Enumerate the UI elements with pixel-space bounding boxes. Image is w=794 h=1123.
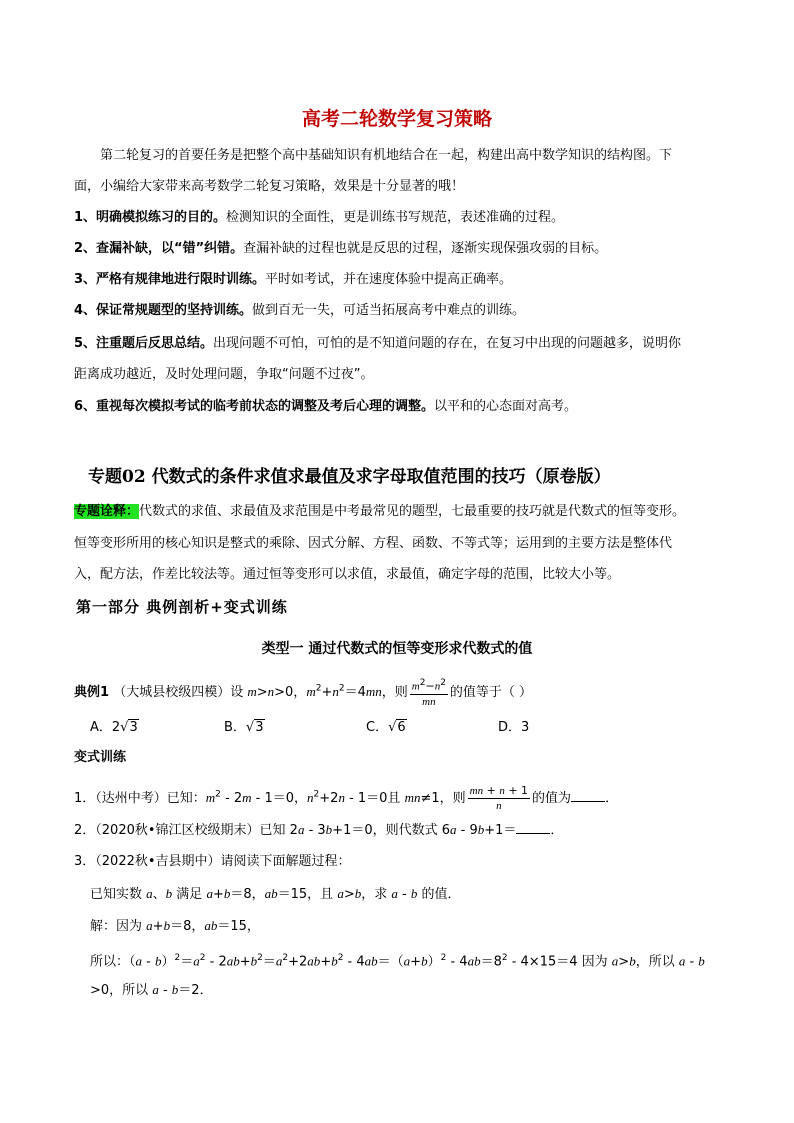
option-c: C．√6	[366, 720, 406, 735]
type-title: 类型一 通过代数式的恒等变形求代数式的值	[261, 641, 533, 657]
question-3-derivation: 所以：$(a - b)^2=a^2 - 2ab+b^2=a^2+2ab+b^2 - 4ab=(a+b)^2 - 4ab=8^2 - 4\times 15=4$ 因为 a>b，所以 a - b	[90, 953, 705, 970]
question-2: 2．（2020秋•锦江区校级期末）已知 2a - 3b+1＝0，则代数式 6a - 9b+1＝ ．	[74, 822, 564, 838]
strategy-4: 4、保证常规题型的坚持训练。做到百无一失，可适当拓展高考中难点的训练。	[74, 303, 526, 318]
topic-line-3: 入，配方法，作差比较法等。通过恒等变形可以求值，求最值，确定字母的范围，比较大小等。	[74, 567, 621, 582]
exercise-heading: 变式训练	[74, 750, 127, 765]
strategy-5-cont: 距离成功越近，及时处理问题，争取“问题不过夜”。	[74, 367, 374, 382]
part-title: 第一部分 典例剖析+变式训练	[76, 598, 288, 616]
intro-line-2: 面，小编给大家带来高考数学二轮复习策略，效果是十分显著的哦！	[74, 179, 465, 194]
strategy-2: 2、查漏补缺，以“错”纠错。查漏补缺的过程也就是反思的过程，逐渐实现保强攻弱的目标。	[74, 241, 608, 256]
answer-blank-1	[571, 789, 605, 802]
topic-line-2: 恒等变形所用的核心知识是整式的乘除、因式分解、方程、函数、不等式等；运用到的主要方法是整体代	[74, 536, 673, 551]
q1-fraction: $\frac{mn + n + 1}{n}$	[469, 784, 529, 812]
topic-line-1: 专题诠释：代数式的求值、求最值及求范围是中考最常见的题型，七最重要的技巧就是代数式的恒等变形。	[74, 504, 686, 519]
question-1: 1．（达州中考）已知：$m^2 - 2m - 1=0$，$n^2+2n - 1=0$且 mn≠1，则 $\frac{mn + n + 1}{n}$ 的值为 ．	[74, 784, 619, 812]
example-1: 典例1 （大城县校级四模）设 m>n>0，$m^2+n^2=4mn$，则 $\frac{m^2-n^2}{mn}$ 的值等于（ ）	[74, 678, 533, 708]
question-3: 3．（2022秋•吉县期中）请阅读下面解题过程：	[74, 854, 351, 869]
option-d: D．3	[498, 720, 530, 735]
strategy-3: 3、严格有规律地进行限时训练。平时如考试，并在速度体验中提高正确率。	[74, 272, 513, 287]
question-3-given: 已知实数 a、b 满足 a+b＝8，ab＝15，且 a>b，求 a - b 的值．	[90, 886, 461, 902]
topic-heading: 专题02 代数式的条件求值求最值及求字母取值范围的技巧（原卷版）	[88, 467, 611, 487]
topic-label: 专题诠释：	[74, 504, 140, 519]
question-3-solution: 解：因为 a+b＝8，ab＝15，	[90, 918, 260, 934]
answer-blank-2	[516, 821, 550, 834]
question-3-conclusion: >0，所以 a - b＝2．	[90, 982, 213, 998]
option-a: A．2√3	[90, 720, 138, 735]
strategy-5: 5、注重题后反思总结。出现问题不可怕，可怕的是不知道问题的存在，在复习中出现的问题越多，说明你	[74, 336, 682, 351]
option-b: B．√3	[224, 720, 264, 735]
page-title: 高考二轮数学复习策略	[301, 108, 492, 130]
intro-line-1: 第二轮复习的首要任务是把整个高中基础知识有机地结合在一起，构建出高中数学知识的结构图。下	[100, 148, 673, 163]
strategy-1: 1、明确模拟练习的目的。检测知识的全面性，更是训练书写规范，表述准确的过程。	[74, 210, 565, 225]
example-fraction: $\frac{m^2-n^2}{mn}$	[411, 678, 446, 708]
strategy-6: 6、重视每次模拟考试的临考前状态的调整及考后心理的调整。以平和的心态面对高考。	[74, 399, 578, 414]
